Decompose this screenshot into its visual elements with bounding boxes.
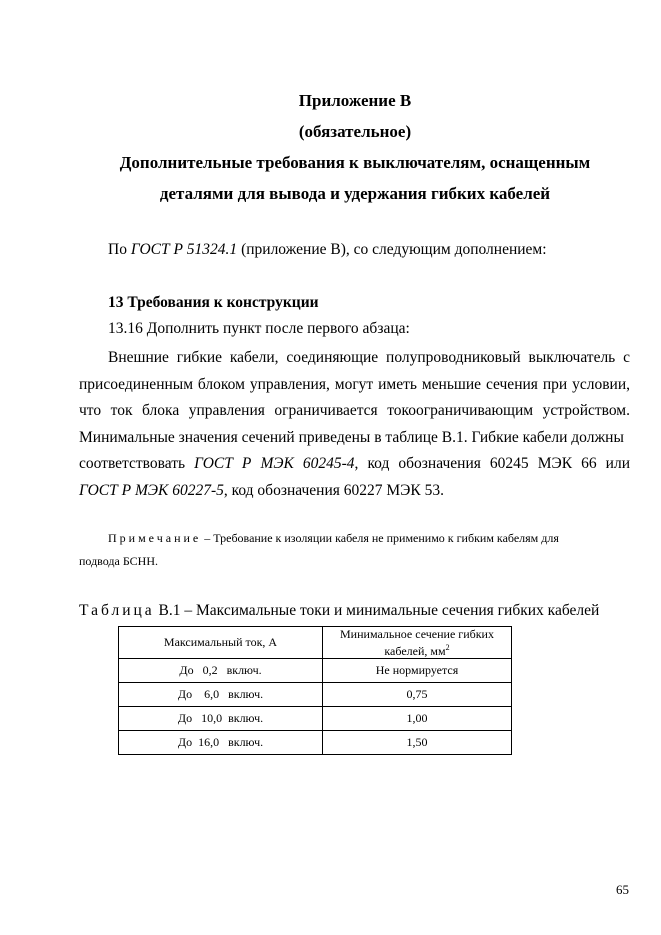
table-row [119, 731, 512, 755]
intro-prefix: По [108, 241, 131, 258]
row-section: 0,75 [323, 683, 512, 707]
note-line-1 [108, 528, 630, 549]
appendix-title: Приложение В [298, 91, 412, 110]
page-number: 65 [616, 882, 629, 897]
header-min-section-line1: Минимальное сечение гибких [340, 626, 494, 641]
note-label: Примечание [108, 531, 202, 545]
row-section: 1,00 [323, 707, 512, 731]
row-section: Не нормируется [323, 659, 512, 683]
table-caption [79, 596, 599, 625]
body-line-5-end: , код обозначения 60245 МЭК 66 или [354, 455, 630, 472]
body-line-3: что ток блока управления ограничивается токоограничивающим устройством. [79, 402, 630, 419]
note-text: – Требование к изоляции кабеля не применимо к гибким кабелям для [201, 531, 559, 545]
appendix-status: (обязательное) [298, 122, 412, 141]
table-header-row [119, 627, 512, 659]
header-min-section [323, 627, 512, 659]
body-line-6-end: , код обозначения 60227 МЭК 53. [223, 482, 444, 499]
body-line-1: Внешние гибкие кабели, соединяющие полупроводниковый выключатель с [108, 349, 630, 366]
appendix-subject-line2: деталями для вывода и удержания гибких кабелей [159, 184, 551, 203]
table-caption-text: В.1 – Максимальные токи и минимальные сечения гибких кабелей [154, 602, 600, 619]
appendix-subject-line1: Дополнительные требования к выключателям, оснащенным [119, 153, 591, 172]
table-caption-label: Таблица [79, 602, 155, 619]
body-line-4: Минимальные значения сечений приведены в таблице В.1. Гибкие кабели должны [79, 429, 624, 446]
row-current: До 0,2 включ. [119, 659, 323, 683]
body-line-5-start: соответствовать [79, 455, 195, 472]
cable-section-table [118, 626, 512, 755]
header-min-section-line2: кабелей, мм [384, 643, 446, 658]
body-line-5 [79, 449, 630, 478]
section-title: 13 Требования к конструкции [108, 294, 319, 311]
row-section: 1,50 [323, 731, 512, 755]
table-row [119, 707, 512, 731]
row-current: До 6,0 включ. [119, 683, 323, 707]
clause-text: 13.16 Дополнить пункт после первого абзаца: [108, 320, 410, 337]
header-unit-superscript: 2 [445, 642, 450, 652]
intro-paragraph [108, 235, 547, 264]
standard-ref-60227: ГОСТ Р МЭК 60227-5 [79, 482, 224, 499]
note-line-2: подвода БСНН. [79, 554, 158, 568]
row-current: До 16,0 включ. [119, 731, 323, 755]
row-current: До 10,0 включ. [119, 707, 323, 731]
body-line-2: присоединенным блоком управления, могут иметь меньшие сечения при условии, [79, 376, 630, 393]
standard-ref-60245: ГОСТ Р МЭК 60245-4 [194, 455, 355, 472]
table-row [119, 659, 512, 683]
table-row [119, 683, 512, 707]
header-max-current: Максимальный ток, А [119, 627, 323, 659]
intro-suffix: (приложение В), со следующим дополнением: [237, 241, 547, 258]
body-line-6 [79, 476, 444, 505]
intro-standard-ref: ГОСТ Р 51324.1 [130, 241, 238, 258]
